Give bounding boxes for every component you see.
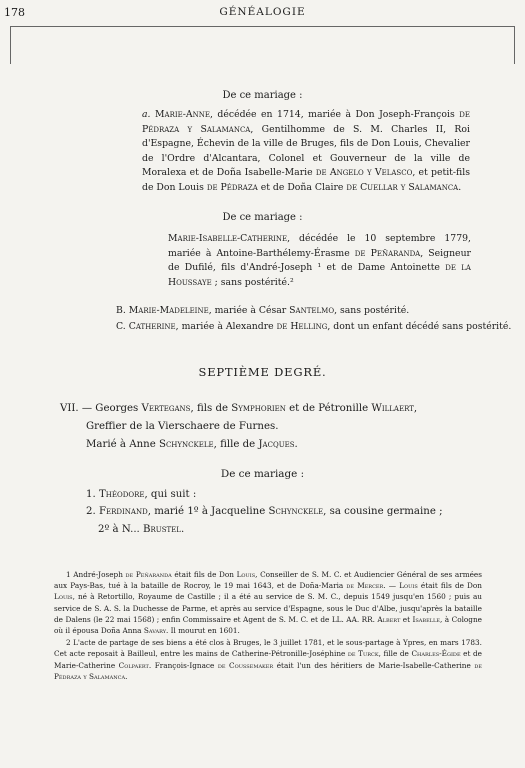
item-a-name: Marie-Anne — [155, 109, 210, 120]
item-a-surname-1: de Pédraza y Salamanca — [142, 109, 470, 135]
children-heading: De ce mariage : — [220, 468, 305, 480]
child-2-second-text: 2º à N... — [98, 524, 144, 535]
gen-surname-schynckele: Schynckele — [158, 439, 214, 450]
frame-rule-right — [514, 26, 515, 64]
fn1-part: Albert — [377, 614, 401, 624]
generation-line-2: Greffier de la Vierschaere de Furnes. — [86, 421, 279, 432]
generation-line-3 — [86, 436, 298, 454]
marie-isabelle-name-2: André-Joseph — [248, 262, 313, 274]
item-c-text-2: , dont un enfant décédé sans postérité. — [327, 321, 512, 332]
child-2-number: 2. — [86, 506, 99, 517]
child-1-text: , qui suit : — [144, 489, 197, 500]
item-b-marker: B. — [116, 305, 126, 316]
fn1-part: était fils de Don — [417, 581, 483, 591]
fn1-part: Louis — [54, 592, 73, 602]
gen-text-6: . — [294, 439, 298, 450]
marriage-heading-2: De ce mariage : — [222, 212, 303, 223]
gen-text-2: , fils de — [190, 403, 232, 414]
child-2-text-1: , marié 1º à Jacqueline — [147, 506, 269, 517]
fn1-part: . — — [383, 581, 400, 591]
child-2-second-marriage — [98, 521, 184, 538]
fn2-part: et de Marie-Catherine — [54, 649, 482, 670]
fn1-part: de Mercer — [346, 581, 384, 591]
marie-isabelle-text-3: ¹ et de Dame Antoinette — [312, 262, 446, 274]
fn2-part: était l'un des héritiers de Marie-Isabelle-Catherine — [273, 660, 475, 670]
marie-isabelle-surname-2: de la Houssaye — [168, 262, 471, 288]
item-a-text-1: , décédée en 1714, mariée à Don Joseph-François — [209, 109, 460, 120]
gen-wife-father: Jacques — [258, 439, 295, 450]
item-a-text-3: , et petit-fils de Don Louis — [142, 167, 470, 193]
item-a-text-5: . — [458, 181, 462, 193]
item-b-surname: Santelmo — [289, 305, 335, 316]
gen-father: Symphorien — [231, 403, 286, 414]
fn1-part: Louis — [399, 581, 418, 591]
item-a-surname-2: de Angelo y Velasco — [315, 167, 413, 179]
item-a-surname-4: de Cuellar y Salamanca — [346, 181, 459, 193]
fn2-part: . François-Ignace — [148, 660, 218, 670]
footnote-2 — [54, 637, 482, 682]
child-2 — [86, 503, 443, 520]
fn1-part: et — [400, 614, 413, 624]
page-number: 178 — [4, 6, 25, 19]
fn2-part: Colpaert — [118, 660, 149, 670]
fn2-part: 2 L'acte de partage de ses biens a été clos à Bruges, le 3 juillet 1781, et le sous-partage à Ypres, en mars 1783. Cet acte reposait à Bailleul, entre les mains de Catherine-Pétronille-Joséphine — [54, 638, 482, 659]
item-c-marker: C. — [116, 321, 126, 332]
fn1-part: Isabelle — [412, 614, 441, 624]
fn2-part: de Turck — [347, 649, 379, 659]
item-b-text-2: , sans postérité. — [334, 305, 410, 316]
fn1-part: 1 André-Joseph — [66, 570, 126, 579]
gen-text-4: , — [413, 403, 418, 414]
item-a-surname-3: de Pédraza — [206, 181, 258, 193]
section-title: SEPTIÈME DEGRÉ. — [198, 365, 327, 379]
item-b — [116, 304, 486, 319]
item-b-name: Marie-Madeleine — [128, 305, 209, 316]
frame-rule-left — [10, 26, 11, 64]
gen-text-1: VII. — Georges — [60, 403, 142, 414]
gen-surname-vertegans: Vertegans — [141, 403, 191, 414]
child-2-name: Ferdinand — [98, 506, 148, 517]
item-c-surname: de Helling — [276, 321, 328, 332]
fn1-part: , à Cologne où il épousa Doña Anna — [54, 614, 483, 636]
gen-text-5: , fille de — [213, 439, 259, 450]
fn1-part: , né à Retortillo, Royaume de Castille ; il a été au service de S. M. C., depuis 1549 jusqu'en 1560 ; puis au service de S. A. S. la Duchesse de Parme, et après au service d'Espagne, sous le Duc d'Albe, jusqu'après la bataille de Dalens (le 22 mai 1568) ; enfin Commissaire et Agent de S. M. C. et de LL. AA. RR. — [54, 592, 482, 624]
item-a-marker: a. — [142, 109, 151, 120]
child-1 — [86, 486, 196, 503]
fn2-part: de Coussemaker — [217, 660, 274, 670]
footnotes — [54, 569, 482, 683]
item-c — [116, 320, 512, 335]
marie-isabelle-text-1: , décédée le 10 septembre 1779, mariée à Antoine-Barthélemy-Érasme — [168, 233, 471, 259]
item-a-text-4: et de Doña Claire — [257, 181, 347, 193]
fn2-part: de Pédraza y Salamanca — [54, 660, 482, 681]
item-c-text-1: , mariée à Alexandre — [175, 321, 277, 332]
child-2-text-2: , sa cousine germaine ; — [323, 506, 443, 517]
fn1-part: Louis — [236, 570, 256, 579]
child-1-name: Théodore — [98, 489, 145, 500]
fn1-part: . Il mourut en 1601. — [166, 626, 240, 636]
item-a-text-2: , Gentilhomme de S. M. Charles II, Roi d'Espagne, Échevin de la ville de Bruges, fils de Don Louis, Chevalier de l'Ordre d'Alcantara, Colonel et Gouverneur de la ville de Moralexa et de Doña Isabelle-Marie — [142, 123, 470, 179]
gen-married-text: Marié à Anne — [86, 439, 159, 450]
marriage-heading-1: De ce mariage : — [222, 90, 303, 101]
running-title: GÉNÉALOGIE — [219, 6, 306, 18]
marie-isabelle-text-2: , Seigneur de Dufilé, fils d' — [168, 247, 471, 274]
fn2-part: Charles-Égide — [411, 649, 461, 659]
gen-text-3: et de Pétronille — [285, 403, 372, 414]
fn2-part: , fille de — [378, 649, 412, 659]
marie-isabelle-text-4: ; sans postérité.² — [211, 276, 294, 288]
child-2-second-end: . — [180, 524, 185, 535]
item-a-paragraph — [142, 108, 470, 196]
child-1-number: 1. — [86, 489, 99, 500]
fn1-part: de Peñaranda — [125, 570, 172, 579]
marie-isabelle-paragraph — [168, 232, 471, 290]
marie-isabelle-surname-1: de Peñaranda — [354, 247, 421, 259]
child-2-second-surname: Brustel — [143, 524, 181, 535]
fn1-part: était fils de Don — [171, 570, 237, 579]
marie-isabelle-name: Marie-Isabelle-Catherine — [168, 233, 288, 244]
item-b-text-1: , mariée à César — [208, 305, 290, 316]
child-2-spouse-surname: Schynckele — [268, 506, 324, 517]
fn1-part: , Conseiller de S. M. C. et Audiencier Général de ses armées aux Pays-Bas, tué à la bataille de Rocroy, le 19 mai 1643, et de Doña-Maria — [54, 570, 482, 591]
generation-line-1 — [60, 400, 500, 418]
gen-surname-willaert: Willaert — [371, 403, 414, 414]
frame-rule-top — [10, 26, 515, 27]
item-c-name: Catherine — [128, 321, 176, 332]
fn1-part: Savary — [143, 626, 167, 636]
footnote-1 — [54, 569, 482, 636]
fn2-part: . — [125, 671, 128, 681]
